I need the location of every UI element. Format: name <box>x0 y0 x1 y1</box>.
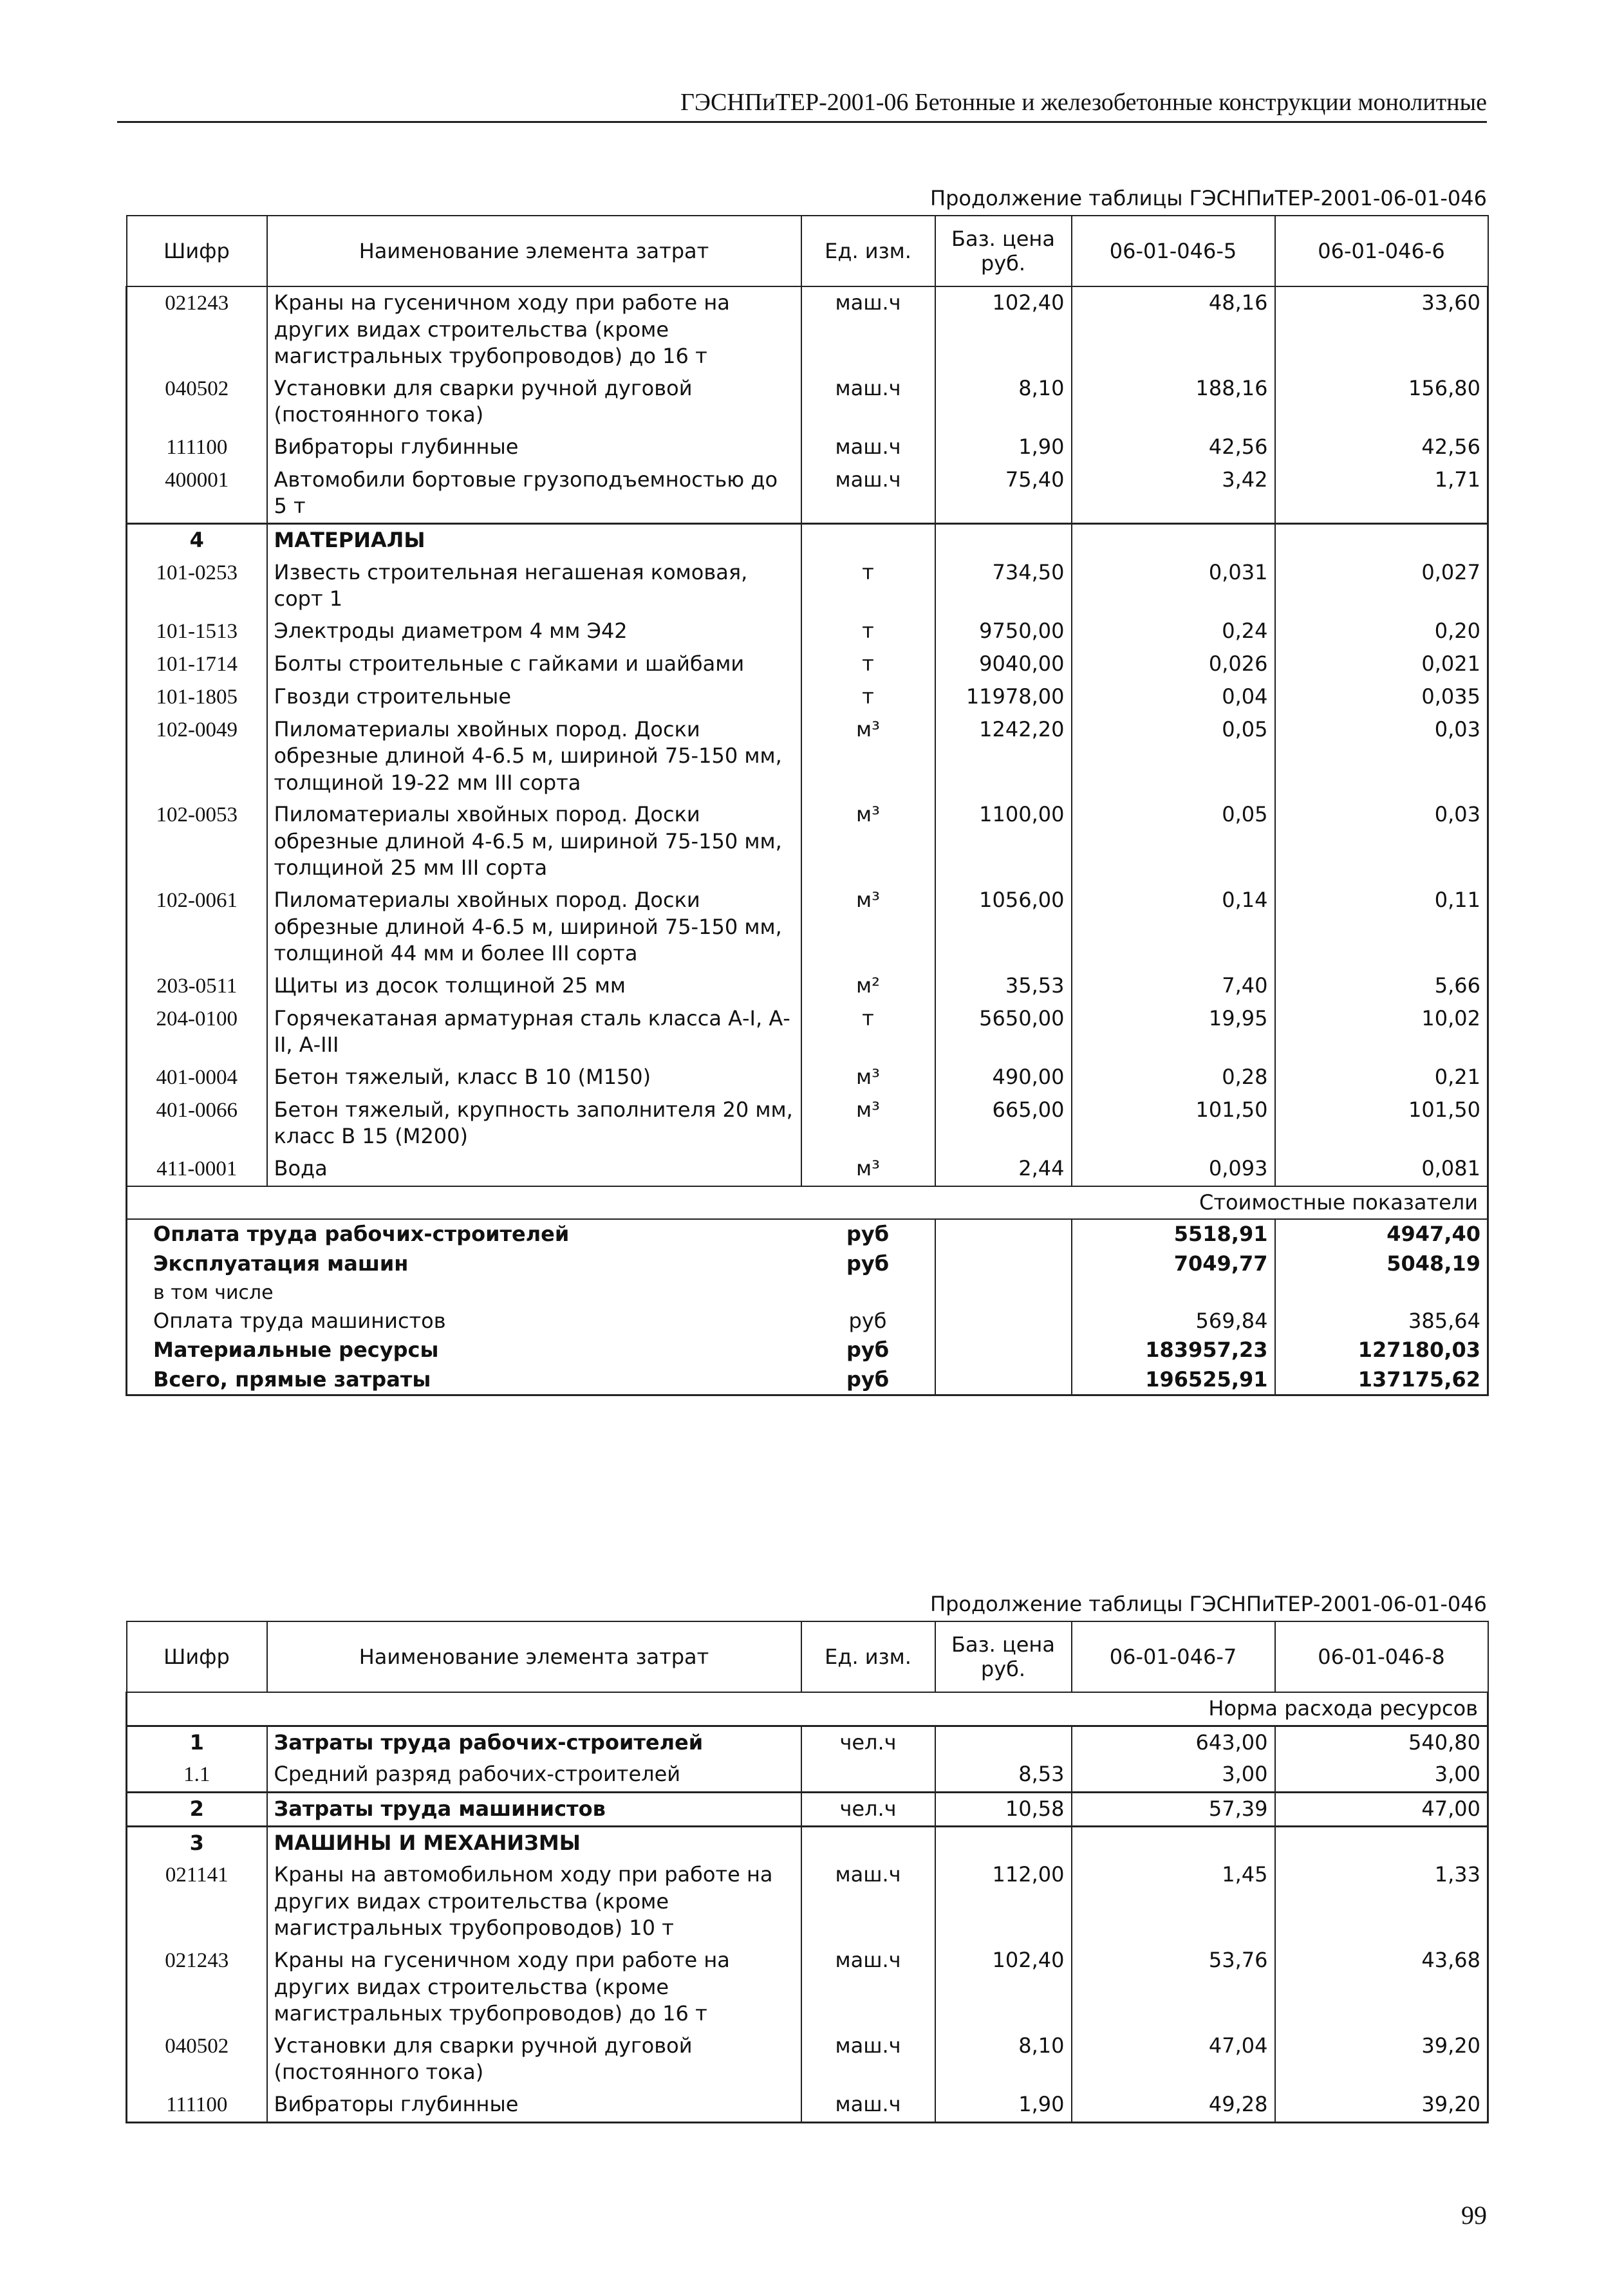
base-price <box>935 1307 1072 1336</box>
resource-code: 3 <box>127 1826 267 1859</box>
resource-name: Средний разряд рабочих-строителей <box>267 1758 801 1792</box>
resource-code: 040502 <box>127 373 267 431</box>
resource-code: 1.1 <box>127 1758 267 1792</box>
table-header-row <box>127 1621 1488 1692</box>
resource-code: 102-0061 <box>127 884 267 970</box>
norm-value: 7,40 <box>1072 970 1275 1003</box>
base-price: 102,40 <box>935 1945 1072 2030</box>
unit-of-measure: маш.ч <box>835 290 901 315</box>
norm-value: 5,66 <box>1275 970 1488 1003</box>
resource-code: 021141 <box>127 1859 267 1945</box>
unit-of-measure: руб <box>846 1222 890 1247</box>
resource-name: Бетон тяжелый, крупность заполнителя 20 мм, класс В 15 (М200) <box>267 1094 801 1153</box>
resource-code: 411-0001 <box>127 1153 267 1186</box>
unit-of-measure: м³ <box>856 1097 880 1122</box>
unit-of-measure: м³ <box>856 716 880 742</box>
norm-value: 10,02 <box>1275 1003 1488 1061</box>
norm-value: 0,093 <box>1072 1153 1275 1186</box>
banner-label: Стоимостные показатели <box>127 1186 1488 1220</box>
norm-value: 42,56 <box>1275 431 1488 464</box>
base-price: 5650,00 <box>935 1003 1072 1061</box>
resource-name: Затраты труда рабочих-строителей <box>267 1726 801 1758</box>
norm-value: 0,11 <box>1275 884 1488 970</box>
base-price: 102,40 <box>935 286 1072 373</box>
col-header-name: Наименование элемента затрат <box>267 1621 801 1692</box>
table-row <box>127 615 1488 648</box>
table-row <box>127 884 1488 970</box>
table-row <box>127 1061 1488 1094</box>
resource-name: Известь строительная негашеная комовая, сорт 1 <box>267 557 801 615</box>
resource-name: Щиты из досок толщиной 25 мм <box>267 970 801 1003</box>
base-price <box>935 1336 1072 1365</box>
page-header <box>117 89 1487 123</box>
resource-name: Вибраторы глубинные <box>267 2089 801 2122</box>
cost-value <box>1072 1279 1275 1307</box>
norm-value <box>1072 1826 1275 1859</box>
base-price: 9750,00 <box>935 615 1072 648</box>
norm-value: 53,76 <box>1072 1945 1275 2030</box>
norm-value: 101,50 <box>1072 1094 1275 1153</box>
col-header-norm-5: 06-01-046-5 <box>1072 216 1275 286</box>
base-price: 75,40 <box>935 464 1072 524</box>
cost-row <box>127 1365 1488 1395</box>
resource-name: Установки для сварки ручной дуговой (постоянного тока) <box>267 2030 801 2089</box>
unit-of-measure: чел.ч <box>801 1726 935 1758</box>
norm-value <box>1275 1826 1488 1859</box>
col-header-code: Шифр <box>127 1621 267 1692</box>
base-price: 11978,00 <box>935 681 1072 714</box>
unit-of-measure <box>801 1758 935 1792</box>
col-header-unit: Ед. изм. <box>801 1621 935 1692</box>
norm-value: 3,00 <box>1072 1758 1275 1792</box>
norm-value: 0,04 <box>1072 681 1275 714</box>
base-price: 9040,00 <box>935 648 1072 681</box>
norm-value: 47,00 <box>1275 1793 1488 1827</box>
resource-name: Пиломатериалы хвойных пород. Доски обрезные длиной 4-6.5 м, шириной 75-150 мм, толщиной 44 мм и более III сорта <box>267 884 801 970</box>
cost-label: Оплата труда машинистов <box>127 1307 801 1336</box>
table-row <box>127 2030 1488 2089</box>
resource-name: МАТЕРИАЛЫ <box>267 524 801 557</box>
resource-name: Краны на гусеничном ходу при работе на других видах строительства (кроме магистральных трубопроводов) до 16 т <box>267 1945 801 2030</box>
cost-label: Материальные ресурсы <box>127 1336 801 1365</box>
cost-value: 196525,91 <box>1072 1365 1275 1395</box>
table-row <box>127 799 1488 884</box>
resource-code: 111100 <box>127 431 267 464</box>
resource-code: 1 <box>127 1726 267 1758</box>
table-row <box>127 1945 1488 2030</box>
table-row <box>127 714 1488 799</box>
norm-value: 0,081 <box>1275 1153 1488 1186</box>
norm-value: 188,16 <box>1072 373 1275 431</box>
resource-name: Гвозди строительные <box>267 681 801 714</box>
resource-code: 101-1714 <box>127 648 267 681</box>
resource-code: 021243 <box>127 1945 267 2030</box>
norm-value: 0,03 <box>1275 799 1488 884</box>
resource-name: Бетон тяжелый, класс В 10 (М150) <box>267 1061 801 1094</box>
col-header-norm-8: 06-01-046-8 <box>1275 1621 1488 1692</box>
unit-of-measure: маш.ч <box>835 2033 901 2058</box>
base-price: 1100,00 <box>935 799 1072 884</box>
norm-value: 0,24 <box>1072 615 1275 648</box>
norm-value: 3,42 <box>1072 464 1275 524</box>
table-row <box>127 681 1488 714</box>
norm-value: 0,28 <box>1072 1061 1275 1094</box>
resource-name: Вода <box>267 1153 801 1186</box>
norm-value: 1,33 <box>1275 1859 1488 1945</box>
resource-code: 4 <box>127 524 267 557</box>
col-header-unit: Ед. изм. <box>801 216 935 286</box>
section-row <box>127 1826 1488 1859</box>
norm-value: 0,05 <box>1072 714 1275 799</box>
resource-code: 101-1513 <box>127 615 267 648</box>
resource-code: 400001 <box>127 464 267 524</box>
base-price <box>935 1365 1072 1395</box>
resource-name: Затраты труда машинистов <box>267 1793 801 1827</box>
cost-label: в том числе <box>127 1279 801 1307</box>
norm-value: 33,60 <box>1275 286 1488 373</box>
table-row <box>127 431 1488 464</box>
resource-code: 102-0049 <box>127 714 267 799</box>
base-price: 35,53 <box>935 970 1072 1003</box>
table-row <box>127 286 1488 373</box>
resource-name: Пиломатериалы хвойных пород. Доски обрезные длиной 4-6.5 м, шириной 75-150 мм, толщиной 19-22 мм III сорта <box>267 714 801 799</box>
table-row <box>127 970 1488 1003</box>
col-header-price: Баз. цена руб. <box>935 216 1072 286</box>
resource-norm-banner <box>127 1692 1488 1726</box>
unit-of-measure: т <box>862 651 874 676</box>
section-row <box>127 1726 1488 1758</box>
base-price <box>935 524 1072 557</box>
resource-code: 102-0053 <box>127 799 267 884</box>
base-price: 1,90 <box>935 2089 1072 2122</box>
resource-code: 2 <box>127 1793 267 1827</box>
unit-of-measure: руб <box>848 1308 887 1333</box>
unit-of-measure: руб <box>846 1338 890 1363</box>
norm-value: 57,39 <box>1072 1793 1275 1827</box>
document-title: ГЭСНПиТЕР-2001-06 Бетонные и железобетонные конструкции монолитные <box>680 89 1487 116</box>
resource-name: Краны на гусеничном ходу при работе на других видах строительства (кроме магистральных трубопроводов) до 16 т <box>267 286 801 373</box>
table-row <box>127 1094 1488 1153</box>
resource-name: Вибраторы глубинные <box>267 431 801 464</box>
base-price: 1242,20 <box>935 714 1072 799</box>
cost-value <box>1275 1279 1488 1307</box>
cost-value: 137175,62 <box>1275 1365 1488 1395</box>
unit-of-measure: маш.ч <box>835 434 901 459</box>
unit-of-measure <box>801 524 935 557</box>
cost-value: 183957,23 <box>1072 1336 1275 1365</box>
base-price: 1,90 <box>935 431 1072 464</box>
cost-value: 127180,03 <box>1275 1336 1488 1365</box>
norm-value: 39,20 <box>1275 2089 1488 2122</box>
section-row <box>127 1793 1488 1827</box>
resource-name: Горячекатаная арматурная сталь класса А-I, А-II, А-III <box>267 1003 801 1061</box>
base-price: 490,00 <box>935 1061 1072 1094</box>
unit-of-measure <box>801 1826 935 1859</box>
norm-value: 156,80 <box>1275 373 1488 431</box>
resource-name: Установки для сварки ручной дуговой (постоянного тока) <box>267 373 801 431</box>
resource-code: 021243 <box>127 286 267 373</box>
unit-of-measure: руб <box>801 1365 935 1395</box>
table-row <box>127 373 1488 431</box>
unit-of-measure: т <box>862 1005 874 1031</box>
resource-code: 204-0100 <box>127 1003 267 1061</box>
cost-label: Эксплуатация машин <box>127 1249 801 1279</box>
norm-value: 42,56 <box>1072 431 1275 464</box>
cost-label: Оплата труда рабочих-строителей <box>127 1219 801 1249</box>
col-header-price: Баз. цена руб. <box>935 1621 1072 1692</box>
unit-of-measure: м³ <box>856 888 880 913</box>
section-row <box>127 524 1488 557</box>
cost-value: 5048,19 <box>1275 1249 1488 1279</box>
cost-value: 569,84 <box>1072 1307 1275 1336</box>
base-price <box>935 1826 1072 1859</box>
base-price: 8,10 <box>935 2030 1072 2089</box>
norm-value: 540,80 <box>1275 1726 1488 1758</box>
norm-value: 0,05 <box>1072 799 1275 884</box>
table-header-row <box>127 216 1488 286</box>
norm-value: 0,21 <box>1275 1061 1488 1094</box>
norm-value: 19,95 <box>1072 1003 1275 1061</box>
norm-value: 0,031 <box>1072 557 1275 615</box>
unit-of-measure: т <box>862 618 874 643</box>
unit-of-measure: м³ <box>856 802 880 827</box>
norm-value: 643,00 <box>1072 1726 1275 1758</box>
norms-table-1 <box>126 215 1489 1396</box>
norm-value: 49,28 <box>1072 2089 1275 2122</box>
base-price: 8,53 <box>935 1758 1072 1792</box>
base-price: 2,44 <box>935 1153 1072 1186</box>
cost-row <box>127 1307 1488 1336</box>
resource-code: 203-0511 <box>127 970 267 1003</box>
table-row <box>127 557 1488 615</box>
norm-value: 43,68 <box>1275 1945 1488 2030</box>
unit-of-measure: маш.ч <box>801 2089 935 2122</box>
unit-of-measure: т <box>862 559 874 584</box>
unit-of-measure: м³ <box>856 1064 880 1089</box>
norms-table-2 <box>126 1621 1489 2123</box>
base-price: 112,00 <box>935 1859 1072 1945</box>
resource-name: Болты строительные с гайками и шайбами <box>267 648 801 681</box>
norm-value: 101,50 <box>1275 1094 1488 1153</box>
table1-caption: Продолжение таблицы ГЭСНПиТЕР-2001-06-01-046 <box>930 186 1487 210</box>
unit-of-measure: маш.ч <box>835 467 901 492</box>
norm-value: 0,026 <box>1072 648 1275 681</box>
unit-of-measure: м² <box>856 973 880 998</box>
base-price: 734,50 <box>935 557 1072 615</box>
resource-code: 401-0004 <box>127 1061 267 1094</box>
unit-of-measure: чел.ч <box>801 1793 935 1827</box>
resource-code: 101-0253 <box>127 557 267 615</box>
base-price <box>935 1726 1072 1758</box>
norm-value: 0,035 <box>1275 681 1488 714</box>
unit-of-measure: руб <box>846 1251 890 1276</box>
unit-of-measure: маш.ч <box>835 375 901 400</box>
unit-of-measure: м³ <box>856 1156 880 1180</box>
base-price: 665,00 <box>935 1094 1072 1153</box>
norm-value: 0,027 <box>1275 557 1488 615</box>
col-header-norm-6: 06-01-046-6 <box>1275 216 1488 286</box>
norm-value: 39,20 <box>1275 2030 1488 2089</box>
norm-value: 47,04 <box>1072 2030 1275 2089</box>
table-row <box>127 464 1488 524</box>
cost-row <box>127 1249 1488 1279</box>
table-row <box>127 1859 1488 1945</box>
table-row <box>127 1758 1488 1792</box>
col-header-name: Наименование элемента затрат <box>267 216 801 286</box>
resource-code: 040502 <box>127 2030 267 2089</box>
unit-of-measure: маш.ч <box>835 1948 901 1973</box>
base-price: 1056,00 <box>935 884 1072 970</box>
cost-row <box>127 1219 1488 1249</box>
unit-of-measure <box>801 1279 935 1307</box>
cost-value: 4947,40 <box>1275 1219 1488 1249</box>
resource-name: Автомобили бортовые грузоподъемностью до 5 т <box>267 464 801 524</box>
base-price <box>935 1219 1072 1249</box>
page-number: 99 <box>1461 2201 1487 2230</box>
norm-value <box>1072 524 1275 557</box>
resource-name: Электроды диаметром 4 мм Э42 <box>267 615 801 648</box>
cost-label: Всего, прямые затраты <box>127 1365 801 1395</box>
norm-value: 1,71 <box>1275 464 1488 524</box>
unit-of-measure: маш.ч <box>835 1862 901 1887</box>
norm-value: 0,03 <box>1275 714 1488 799</box>
cost-row <box>127 1336 1488 1365</box>
table-row <box>127 2089 1488 2122</box>
table-row <box>127 1153 1488 1186</box>
resource-name: Краны на автомобильном ходу при работе на других видах строительства (кроме магистральных трубопроводов) 10 т <box>267 1859 801 1945</box>
resource-name: МАШИНЫ И МЕХАНИЗМЫ <box>267 1826 801 1859</box>
table2-caption: Продолжение таблицы ГЭСНПиТЕР-2001-06-01-046 <box>930 1592 1487 1616</box>
cost-value: 385,64 <box>1275 1307 1488 1336</box>
norm-value: 3,00 <box>1275 1758 1488 1792</box>
table-row <box>127 648 1488 681</box>
cost-indicators-banner <box>127 1186 1488 1220</box>
cost-value: 5518,91 <box>1072 1219 1275 1249</box>
base-price <box>935 1249 1072 1279</box>
norm-value: 0,021 <box>1275 648 1488 681</box>
cost-value: 7049,77 <box>1072 1249 1275 1279</box>
banner-label: Норма расхода ресурсов <box>127 1692 1488 1726</box>
col-header-code: Шифр <box>127 216 267 286</box>
cost-row <box>127 1279 1488 1307</box>
resource-code: 401-0066 <box>127 1094 267 1153</box>
base-price: 10,58 <box>935 1793 1072 1827</box>
resource-code: 111100 <box>127 2089 267 2122</box>
col-header-norm-7: 06-01-046-7 <box>1072 1621 1275 1692</box>
resource-code: 101-1805 <box>127 681 267 714</box>
unit-of-measure: т <box>862 684 874 709</box>
norm-value: 1,45 <box>1072 1859 1275 1945</box>
base-price <box>935 1279 1072 1307</box>
norm-value: 48,16 <box>1072 286 1275 373</box>
norm-value: 0,20 <box>1275 615 1488 648</box>
norm-value: 0,14 <box>1072 884 1275 970</box>
resource-name: Пиломатериалы хвойных пород. Доски обрезные длиной 4-6.5 м, шириной 75-150 мм, толщиной 25 мм III сорта <box>267 799 801 884</box>
base-price: 8,10 <box>935 373 1072 431</box>
norm-value <box>1275 524 1488 557</box>
table-row <box>127 1003 1488 1061</box>
